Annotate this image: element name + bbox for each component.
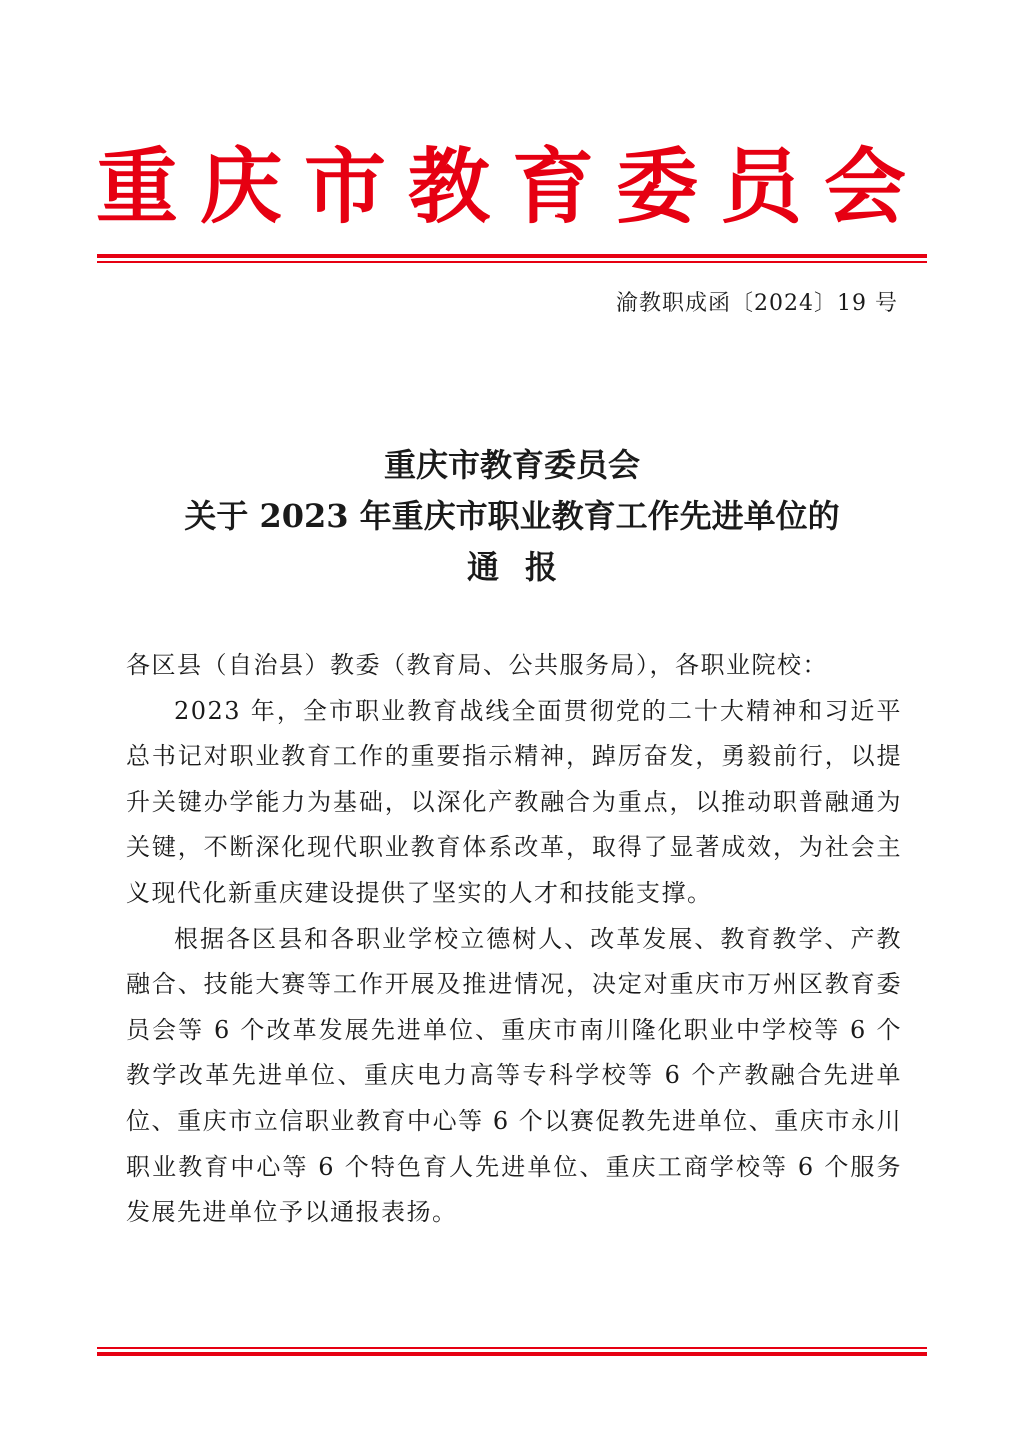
notice-title-line3: 通报 [466, 548, 583, 586]
notice-body [126, 643, 902, 1236]
footer-rule-thick [97, 1352, 927, 1356]
paragraph-2: 根据各区县和各职业学校立德树人、改革发展、教育教学、产教融合、技能大赛等工作开展及推进情况，决定对重庆市万州区教育委员会等 6 个改革发展先进单位、重庆市南川隆化职业中学校等 6 个教学改革先进单位、重庆电力高等专科学校等 6 个产教融合先进单位、重庆市立信职业教育中心等 6 个以赛促教先进单位、重庆市永川职业教育中心等 6 个特色育人先进单位、重庆工商学校等 6 个服务发展先进单位予以通报表扬。 [126, 924, 902, 1227]
document-number: 渝教职成函〔2024〕19 号 [616, 291, 898, 316]
footer-rule-thin [97, 1347, 927, 1349]
paragraph-1: 2023 年，全市职业教育战线全面贯彻党的二十大精神和习近平总书记对职业教育工作的重要指示精神，踔厉奋发，勇毅前行，以提升关键办学能力为基础，以深化产教融合为重点，以推动职普融通为关键，不断深化现代职业教育体系改革，取得了显著成效，为社会主义现代化新重庆建设提供了坚实的人才和技能支撑。 [126, 696, 902, 907]
notice-title-line2: 关于 2023 年重庆市职业教育工作先进单位的 [184, 497, 840, 535]
salutation: 各区县（自治县）教委（教育局、公共服务局），各职业院校： [126, 651, 828, 679]
notice-title [96, 440, 928, 593]
notice-title-line1: 重庆市教育委员会 [383, 446, 640, 484]
header-rule-thin [97, 261, 927, 263]
header-rule-thick [97, 254, 927, 258]
org-title: 重庆市教育委员会 [96, 140, 929, 235]
